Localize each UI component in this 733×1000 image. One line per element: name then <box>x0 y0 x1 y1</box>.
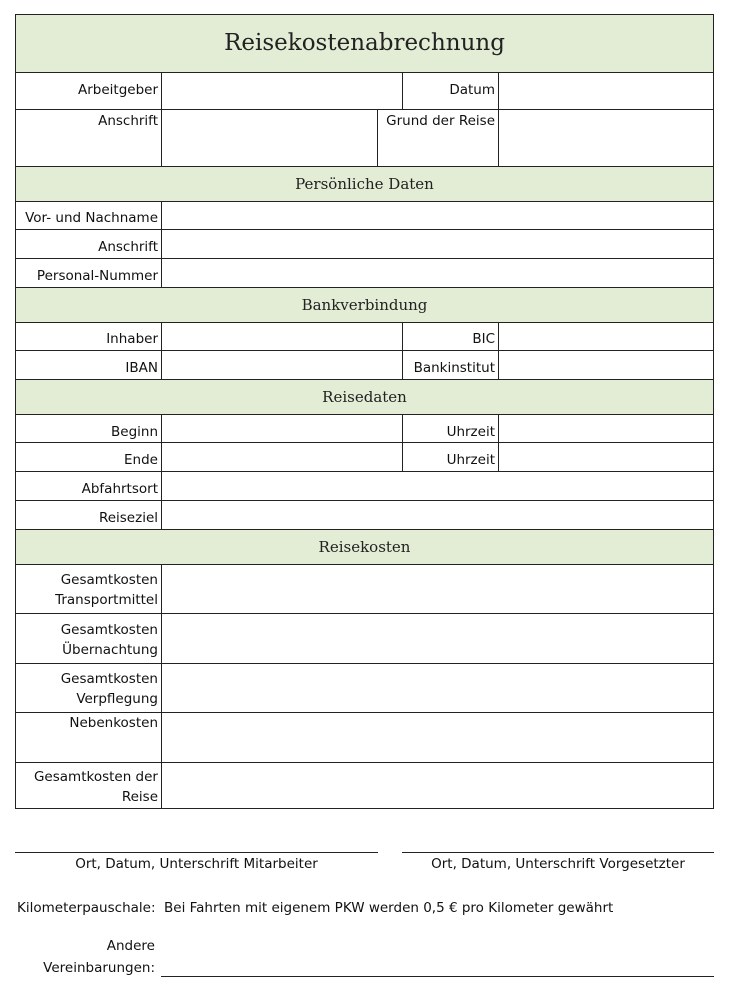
other-agreements-label: Andere Vereinbarungen: <box>43 938 155 976</box>
bank-details-title: Bankverbindung <box>301 296 428 314</box>
extra-costs-field[interactable] <box>163 713 713 762</box>
trip-reason-field[interactable] <box>500 109 713 166</box>
transport-costs-field[interactable] <box>163 564 713 613</box>
employee-signature-line[interactable] <box>15 852 378 853</box>
start-date-label: Beginn <box>111 424 158 440</box>
meal-costs-label: Gesamtkosten Verpflegung <box>60 671 158 707</box>
employee-signature-label: Ort, Datum, Unterschrift Mitarbeiter <box>75 856 318 872</box>
travel-costs-band <box>16 530 713 565</box>
personnel-number-field[interactable] <box>163 259 713 287</box>
lodging-costs-label: Gesamtkosten Übernachtung <box>60 622 158 658</box>
mileage-label: Kilometerpauschale: <box>17 900 156 916</box>
bank-details-band <box>16 288 713 323</box>
personal-address-label: Anschrift <box>98 239 158 255</box>
start-time-label: Uhrzeit <box>446 424 495 440</box>
trip-data-band <box>16 380 713 415</box>
personnel-number-label: Personal-Nummer <box>36 268 158 284</box>
end-time-field[interactable] <box>500 443 713 471</box>
full-name-label: Vor- und Nachname <box>25 210 158 226</box>
destination-label: Reiseziel <box>98 510 158 526</box>
employer-address-field[interactable] <box>163 109 377 166</box>
trip-reason-label: Grund der Reise <box>386 113 495 129</box>
full-name-field[interactable] <box>163 201 713 229</box>
account-holder-field[interactable] <box>163 322 401 350</box>
extra-costs-label: Nebenkosten <box>69 715 158 731</box>
other-agreements-line[interactable] <box>161 976 714 977</box>
iban-field[interactable] <box>163 351 401 379</box>
bank-institute-field[interactable] <box>500 351 713 379</box>
bic-label: BIC <box>472 331 495 347</box>
departure-field[interactable] <box>163 472 713 500</box>
end-time-label: Uhrzeit <box>446 452 495 468</box>
supervisor-signature-line[interactable] <box>402 852 714 853</box>
personal-data-band <box>16 167 713 202</box>
mileage-text: Bei Fahrten mit eigenem PKW werden 0,5 € pro Kilometer gewährt <box>164 900 614 916</box>
departure-label: Abfahrtsort <box>81 481 158 497</box>
total-costs-label: Gesamtkosten der Reise <box>33 769 158 805</box>
date-field[interactable] <box>500 72 713 109</box>
travel-costs-title: Reisekosten <box>318 538 411 556</box>
travel-expense-form <box>15 14 714 809</box>
supervisor-signature-label: Ort, Datum, Unterschrift Vorgesetzter <box>431 856 685 872</box>
bic-field[interactable] <box>500 322 713 350</box>
form-title: Reisekostenabrechnung <box>224 30 505 56</box>
meal-costs-field[interactable] <box>163 664 713 712</box>
transport-costs-label: Gesamtkosten Transportmittel <box>55 572 158 608</box>
date-label: Datum <box>449 82 495 98</box>
employer-address-label: Anschrift <box>98 113 158 129</box>
start-date-field[interactable] <box>163 414 401 442</box>
personal-data-title: Persönliche Daten <box>295 175 434 193</box>
lodging-costs-field[interactable] <box>163 614 713 663</box>
employer-label: Arbeitgeber <box>77 82 158 98</box>
destination-field[interactable] <box>163 501 713 529</box>
total-costs-field[interactable] <box>163 763 713 808</box>
end-date-field[interactable] <box>163 443 401 471</box>
personal-address-field[interactable] <box>163 230 713 258</box>
iban-label: IBAN <box>125 360 158 376</box>
trip-data-title: Reisedaten <box>322 388 407 406</box>
bank-institute-label: Bankinstitut <box>413 360 495 376</box>
end-date-label: Ende <box>124 452 158 468</box>
start-time-field[interactable] <box>500 414 713 442</box>
account-holder-label: Inhaber <box>106 331 158 347</box>
employer-field[interactable] <box>163 72 403 109</box>
form-title-band <box>16 15 713 73</box>
